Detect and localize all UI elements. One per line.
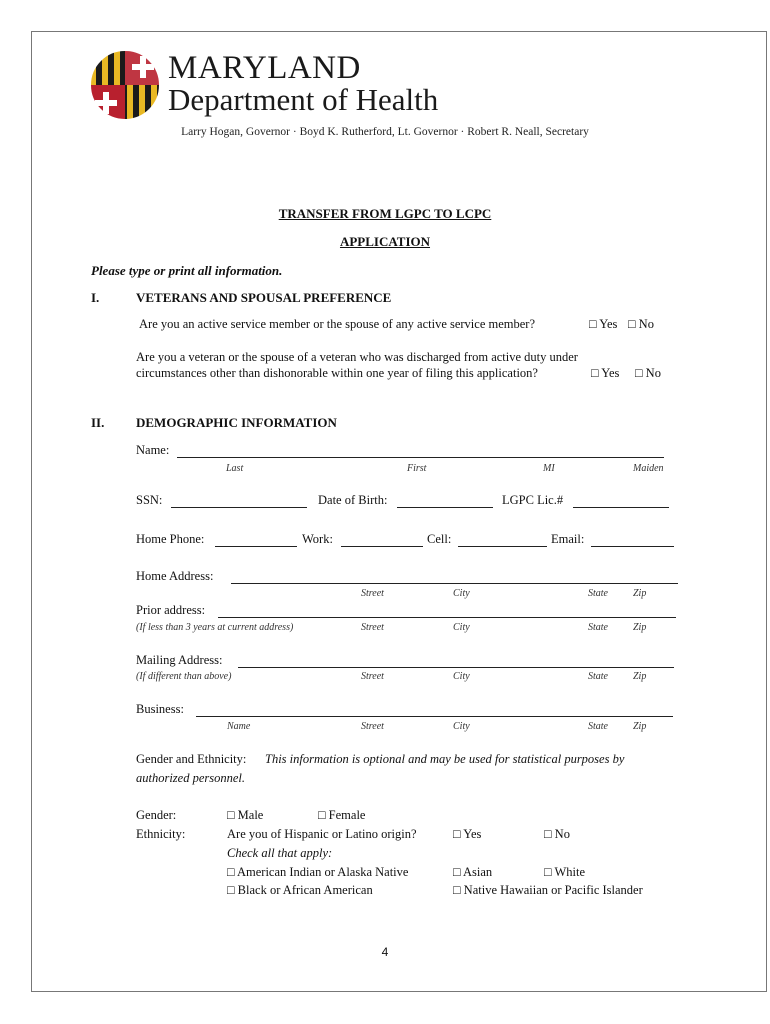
prior-address-label: Prior address: bbox=[136, 603, 206, 617]
home-address-label: Home Address: bbox=[136, 569, 214, 583]
gender-ethnicity-label: Gender and Ethnicity: bbox=[136, 752, 247, 766]
section1-heading: VETERANS AND SPOUSAL PREFERENCE bbox=[136, 290, 392, 305]
mailing-state-sub: State bbox=[588, 671, 608, 682]
lgpc-lic-label: LGPC Lic.# bbox=[502, 493, 564, 507]
mailing-zip-sub: Zip bbox=[633, 671, 647, 682]
ssn-label: SSN: bbox=[136, 493, 163, 507]
dob-label: Date of Birth: bbox=[318, 493, 388, 507]
business-field[interactable] bbox=[196, 702, 673, 717]
name-sub-maiden: Maiden bbox=[633, 463, 664, 474]
race-native-hawaiian-checkbox[interactable]: □ Native Hawaiian or Pacific Islander bbox=[453, 883, 643, 897]
prior-address-field[interactable] bbox=[218, 603, 676, 618]
home-street-sub: Street bbox=[361, 588, 384, 599]
section1-numeral: I. bbox=[91, 290, 100, 305]
gender-label: Gender: bbox=[136, 808, 177, 822]
ssn-field[interactable] bbox=[171, 493, 307, 508]
check-all-note: Check all that apply: bbox=[227, 846, 333, 860]
mailing-street-sub: Street bbox=[361, 671, 384, 682]
mailing-city-sub: City bbox=[453, 671, 470, 682]
form-subtitle: APPLICATION bbox=[339, 234, 431, 249]
home-phone-field[interactable] bbox=[215, 532, 297, 547]
veteran-no-checkbox[interactable]: □ No bbox=[635, 366, 661, 380]
prior-zip-sub: Zip bbox=[633, 622, 647, 633]
ethnicity-label: Ethnicity: bbox=[136, 827, 186, 841]
home-phone-label: Home Phone: bbox=[136, 532, 205, 546]
mailing-address-note: (If different than above) bbox=[136, 671, 232, 682]
page-border bbox=[31, 31, 767, 992]
email-field[interactable] bbox=[591, 532, 674, 547]
home-zip-sub: Zip bbox=[633, 588, 647, 599]
page-number: 4 bbox=[381, 945, 389, 959]
business-label: Business: bbox=[136, 702, 184, 716]
race-american-indian-checkbox[interactable]: □ American Indian or Alaska Native bbox=[227, 865, 409, 879]
email-label: Email: bbox=[551, 532, 585, 546]
race-asian-checkbox[interactable]: □ Asian bbox=[453, 865, 493, 879]
work-phone-label: Work: bbox=[302, 532, 333, 546]
hispanic-yes-checkbox[interactable]: □ Yes bbox=[453, 827, 482, 841]
cell-phone-label: Cell: bbox=[427, 532, 452, 546]
mailing-address-label: Mailing Address: bbox=[136, 653, 223, 667]
prior-street-sub: Street bbox=[361, 622, 384, 633]
home-city-sub: City bbox=[453, 588, 470, 599]
dob-field[interactable] bbox=[397, 493, 493, 508]
gender-ethnicity-note-line1: This information is optional and may be used for statistical purposes by bbox=[265, 752, 625, 766]
cell-phone-field[interactable] bbox=[458, 532, 547, 547]
home-state-sub: State bbox=[588, 588, 608, 599]
hispanic-question: Are you of Hispanic or Latino origin? bbox=[227, 827, 417, 841]
hispanic-no-checkbox[interactable]: □ No bbox=[544, 827, 570, 841]
business-zip-sub: Zip bbox=[633, 721, 647, 732]
maryland-flag-logo bbox=[88, 48, 162, 122]
home-address-field[interactable] bbox=[231, 569, 678, 584]
lgpc-lic-field[interactable] bbox=[573, 493, 669, 508]
section2-numeral: II. bbox=[91, 415, 105, 430]
prior-address-note: (If less than 3 years at current address) bbox=[136, 622, 294, 633]
name-field[interactable] bbox=[177, 443, 664, 458]
gender-female-checkbox[interactable]: □ Female bbox=[318, 808, 366, 822]
work-phone-field[interactable] bbox=[341, 532, 423, 547]
active-service-no-checkbox[interactable]: □ No bbox=[628, 317, 654, 331]
officials-line: Larry Hogan, Governor · Boyd K. Rutherford, Lt. Governor · Robert R. Neall, Secretary bbox=[181, 126, 589, 138]
business-state-sub: State bbox=[588, 721, 608, 732]
active-service-question: Are you an active service member or the spouse of any active service member? bbox=[139, 317, 536, 331]
brand-name: MARYLAND bbox=[168, 50, 361, 86]
prior-state-sub: State bbox=[588, 622, 608, 633]
name-sub-last: Last bbox=[226, 463, 244, 474]
form-title: TRANSFER FROM LGPC TO LCPC bbox=[278, 206, 492, 221]
name-sub-first: First bbox=[407, 463, 427, 474]
name-label: Name: bbox=[136, 443, 170, 457]
instruction-text: Please type or print all information. bbox=[91, 263, 283, 278]
department-name: Department of Health bbox=[168, 82, 439, 117]
business-street-sub: Street bbox=[361, 721, 384, 732]
gender-male-checkbox[interactable]: □ Male bbox=[227, 808, 264, 822]
prior-city-sub: City bbox=[453, 622, 470, 633]
gender-ethnicity-note-line2: authorized personnel. bbox=[136, 771, 246, 785]
mailing-address-field[interactable] bbox=[238, 653, 674, 668]
section2-heading: DEMOGRAPHIC INFORMATION bbox=[136, 415, 337, 430]
active-service-yes-checkbox[interactable]: □ Yes bbox=[589, 317, 618, 331]
veteran-yes-checkbox[interactable]: □ Yes bbox=[591, 366, 620, 380]
veteran-question: Are you a veteran or the spouse of a veteran who was discharged from active duty under circumstances other than dishonorable within one year of filing this application? bbox=[136, 350, 578, 380]
business-name-sub: Name bbox=[227, 721, 251, 732]
race-black-checkbox[interactable]: □ Black or African American bbox=[227, 883, 373, 897]
name-sub-mi: MI bbox=[543, 463, 555, 474]
race-white-checkbox[interactable]: □ White bbox=[544, 865, 585, 879]
business-city-sub: City bbox=[453, 721, 470, 732]
